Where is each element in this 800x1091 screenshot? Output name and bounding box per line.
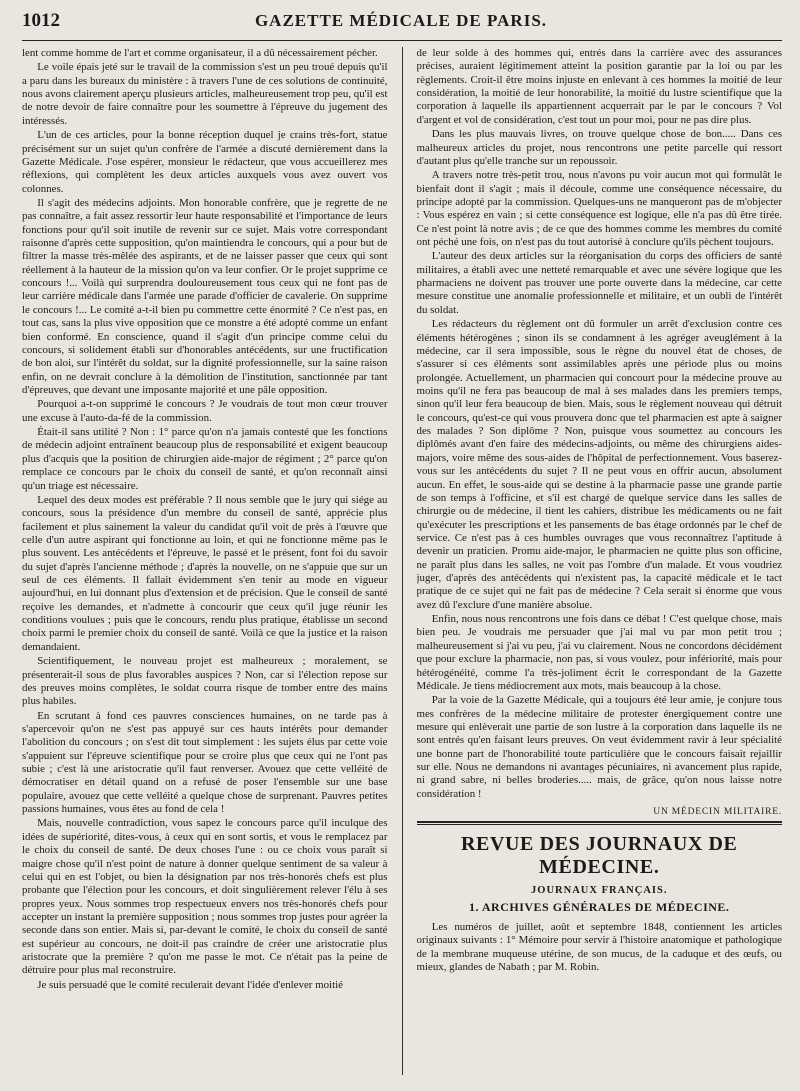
column-divider	[402, 47, 403, 1075]
section-rule	[417, 824, 783, 825]
section-rule	[417, 821, 783, 823]
paragraph: Il s'agit des médecins adjoints. Mon honorable confrère, que je regrette de ne pas connaître, a fait assez ressortir leur haute responsabilité et l'importance de leurs fonctions pour qu'il soit inutile de revenir sur ce sujet. Mais votre correspondant raisonne d'après cette supposition, qu'on maintiendra le concours, qui a pour but de filtrer la masse très-mêlée des aspirants, et de ne laisser passer que ceux qui sont réellement à la hauteur de la mission qu'on va leur confier. Or le projet supprime ce concours !... Voilà qui surprendra douloureusement tous ceux qui ne font pas de leur carrière médicale dans l'armée une parade d'officier de cavalerie. On supprime le concours !... Le comité a-t-il bien pu commettre cette énormité ? Ce n'est pas, en tout cas, sans la plus vive opposition que ce monstre a été adopté comme un enfant bien conformé. En conscience, quand il s'agit d'un principe comme celui du concours, si solidement établi sur d'honorables antécédents, sur une fructification de bon aloi, sur l'intérêt du soldat, sur la dignité professionnelle, sur la saine raison enfin, on ne devrait conclure à la démolition de l'institution, sanctionnée par tant d'épreuves, que devant une imposante majorité et une pâle opposition.	[22, 196, 388, 396]
subsection-title: JOURNAUX FRANÇAIS.	[531, 885, 668, 897]
left-column	[22, 47, 388, 1075]
paragraph: En scrutant à fond ces pauvres consciences humaines, on ne tarde pas à s'apercevoir qu'on ne s'est pas appuyé sur ces hauts intérêts pour demander l'abolition du concours ; on s'est dit tout simplement : les sujets élus par cette voie s'appuient sur l'épreuve scientifique pour se croire plus que ceux qui ne l'ont pas subie ; c'est là une aristocratie qu'il faut renverser. Avouez que cette velléité de démocratiser en détail quand on a refusé de poser l'ensemble sur une base populaire, avouez que cette velléité a quelque chose de surprenant. Pauvres petites passions humaines, vous êtes au fond de cela !	[22, 709, 388, 816]
paragraph: Le voile épais jeté sur le travail de la commission s'est un peu troué depuis qu'il a paru dans les bureaux du ministère : à travers l'une de ces solutions de continuité, nous avons clairement aperçu plusieurs articles, malheureusement trop peu, qu'il est de notre devoir de faire connaître pour les soumettre à l'épreuve du jugement des intéressés.	[22, 61, 388, 127]
paragraph: L'un de ces articles, pour la bonne réception duquel je crains très-fort, statue précisément sur un sujet qu'un confrère de l'armée a discuté dernièrement dans la Gazette Médicale. J'ose espérer, monsieur le rédacteur, que vous accueillerez mes réflexions, qui complètent les deux articles auxquels vous avez ouvert vos colonnes.	[22, 129, 388, 195]
paragraph: Était-il sans utilité ? Non : 1° parce qu'on n'a jamais contesté que les fonctions de médecin adjoint entraînent beaucoup plus de responsabilité et exigent beaucoup plus d'acquis que la position de chirurgien aide-major de régiment ; 2° parce qu'on remplace ce concours par le choix du conseil de santé, et qu'on reconnaît ainsi qu'un triage est nécessaire.	[22, 426, 388, 492]
page-number: 1012	[22, 10, 60, 31]
section-title: REVUE DES JOURNAUX DE MÉDECINE.	[460, 833, 738, 879]
paragraph: A travers notre très-petit trou, nous n'avons pu voir aucun mot qui formulât le bienfait dont il s'agit ; mais il découle, comme une conséquence nécessaire, du principe adopté par la commission. Quelques-uns ne manqueront pas de m'objecter : Vous espérez en vain ; si cette conséquence est logique, elle n'a pas dû être tirée. Ce n'est point là notre avis ; de ce que des hommes comme les membres du comité ont péché une fois, on n'est pas du tout autorisé à conclure qu'ils pèchent toujours.	[416, 169, 782, 249]
paragraph: Lequel des deux modes est préférable ? Il nous semble que le jury qui siége au concours, sous la présidence d'un membre du conseil de santé, apprécie plus facilement et plus sainement la valeur du candidat qu'il voit de près à l'œuvre que celle d'un autre aspirant qui fonctionne au loin, et qui ne fonctionne même pas le plus souvent. Les antécédents et l'épreuve, le passé et le présent, font foi du savoir du sujet d'après l'ancienne méthode ; d'après la nouvelle, on ne s'appuie que sur un seul de ces éléments. Il fallait évidemment s'en tenir au mode en vigueur aujourd'hui, en lui donnant plus d'extension et de précision. Que le conseil de santé reçoive les demandes, et n'admette à concourir que ceux qu'il juge réunir les conditions voulues ; puis que le concours, rendu plus pratique, établisse un second choix parmi le premier choix du conseil de santé. Voilà ce que la justice et la raison demandaient.	[22, 493, 388, 653]
paragraph: lent comme homme de l'art et comme organisateur, il a dû nécessairement pécher.	[22, 47, 378, 59]
paragraph: Scientifiquement, le nouveau projet est malheureux ; moralement, se présenterait-il sous de plus favorables auspices ? Non, car si l'élection repose sur des preuves moins complètes, le soldat courra risque de tomber entre des mains plus habiles.	[22, 655, 388, 708]
paragraph: Les numéros de juillet, août et septembre 1848, contiennent les articles originaux suivants : 1° Mémoire pour servir à l'histoire anatomique et pathologique de la membrane muqueuse utérine, de son mucus, de la caduque et des œufs, ou mieux, glandes de Nabath ; par M. Robin.	[416, 921, 782, 974]
paragraph: L'auteur des deux articles sur la réorganisation du corps des officiers de santé militaires, a établi avec une netteté remarquable et avec une sévère logique que les pharmaciens ne doivent pas trouver une porte ouverte dans la médecine, car cette mesure constitue une anomalie professionnelle et militaire, et un oubli de l'intérêt du soldat.	[416, 250, 782, 316]
journal-title: GAZETTE MÉDICALE DE PARIS.	[254, 11, 548, 30]
text-columns	[22, 47, 782, 1075]
paragraph: de leur solde à des hommes qui, entrés dans la carrière avec des assurances précises, auraient légitimement atteint la position garantie par la loi ou par les règlements. Croit-il être moins injuste en enlevant à ces hommes la moitié de leur considération, la moitié de leur honorabilité, la moitié du lustre scientifique que la corporation à laquelle ils appartiennent acquerrait par le par le concours ? Vol d'argent et vol de considération, c'est tout un pour moi, pour ne pas dire plus.	[416, 47, 782, 126]
paragraph: Les rédacteurs du règlement ont dû formuler un arrêt d'exclusion contre ces éléments hétérogènes ; sinon ils se condamnent à les agréger aveuglément à la médecine, car il sera impossible, sous le règne du nouvel état de choses, de s'assurer si ces éléments sont assimilables après une période plus ou moins prolongée. Actuellement, un pharmacien qui concourt pour la médecine prouve au moins qu'il ne fera pas beaucoup de mal à ses malades dans les premiers temps, sinon qu'il leur fera beaucoup de bien. Mais, sous le règlement nouveau qui détruit le concours, qu'est-ce qui vous prouvera donc que tel pharmacien est apte à saigner des malades ? Son diplôme ? Non, puisque vous soumettez au concours les diplômés avant d'en faire des médecins-adjoints, ou même des chirurgiens aides-majors, voire même des sous-aides de l'hôpital de perfectionnement. Vous baserez-vous sur les antécédents du sujet ? Il ne peut vous en offrir aucun, absolument aucun. En effet, le sous-aide qui se destine à la pharmacie passe une grande partie de son temps à l'officine, et s'il est chargé de quelque service dans les salles de chirurgie ou de médecine, il tient les cahiers, distribue les médicaments ou ne fait qu'exécuter les prescriptions et les pansements de bas étage ordonnés par le chef de service. Ce n'est pas à ces humbles ouvrages que vous reconnaîtrez l'aptitude à devenir un praticien. Promu aide-major, le pharmacien ne quitte plus son officine, ne paraît plus dans les salles, ne voit pas l'ombre d'un malade. Et vous voudriez juger, d'après des antécédents qui n'existent pas, la capacité médicale et le tact pratique de ce sujet qui ne fait pas de médecine ? Cela serait si énorme que vous avez dû l'exclure d'une manière absolue.	[416, 318, 782, 611]
paragraph: Je suis persuadé que le comité reculerait devant l'idée d'enlever moitié	[37, 978, 343, 991]
paragraph: Mais, nouvelle contradiction, vous sapez le concours parce qu'il inculque des idées de supériorité, dites-vous, à ceux qui en sont sortis, et vous le remplacez par le choix du conseil de santé. De deux choses l'une : ou ce choix vous paraît si maigre chose qu'il n'est point de nature à donner quelque sentiment de sa valeur à celui qui en est l'objet, ou bien la désignation par nos très-honorés chefs est plus probante que l'élection pour les concours, et doit singulièrement relever l'élu à ses propres yeux. Nous sommes trop respectueux envers nos très-honorés chefs pour accepter un instant la première supposition ; nous sommes trop justes pour agréer la seconde dans son entier. Mais si, par-devant le comité, le choix du conseil de santé est supérieur au concours, ne doit-il pas craindre de créer une aristocratie plus aristocrate que la première ? qu'on me passe le mot. Ce n'était pas la peine de détruire pour plus mal reconstruire.	[22, 817, 388, 977]
page-header	[22, 10, 782, 41]
paragraph: Par la voie de la Gazette Médicale, qui a toujours été leur amie, je conjure tous mes confrères de la médecine militaire de protester énergiquement contre une mesure qui enlèverait une partie de son lustre à la corporation dans laquelle ils ne sont entrés qu'en faisant leurs preuves. On veut évidemment ravir à leur spécialité une bonne part de l'honorabilité toute particulière que le concours faisait rejaillir sur elle. Nous ne demandons ni avantages pécuniaires, ni avancement plus rapide, ni grand sabre, ni belles broderies..... mais, de grâce, qu'on nous laisse notre considération !	[416, 694, 782, 800]
signature: UN MÉDECIN MILITAIRE.	[653, 807, 782, 818]
paragraph: Pourquoi a-t-on supprimé le concours ? Je voudrais de tout mon cœur trouver une excuse à l'auto-da-fé de la commission.	[22, 398, 388, 424]
right-column	[417, 47, 783, 1075]
paragraph: Enfin, nous nous rencontrons une fois dans ce débat ! C'est quelque chose, mais bien peu. Je voudrais me persuader que j'ai mal vu par mon petit trou ; malheureusement si j'ai vu peu, j'ai vu clairement. Nous ne concordons décidément que pour exclure la pharmacie, non pas, si vous voulez, pour infériorité, mais pour hétérogénéité, comme l'a très-joliment écrit le correspondant de la Gazette Médicale. Je tiens médiocrement aux mots, mais beaucoup à la chose.	[416, 613, 782, 692]
paragraph: Dans les plus mauvais livres, on trouve quelque chose de bon..... Dans ces malheureux articles du projet, nous rencontrons une petite parcelle qui ressort d'autant plus qu'elle tranche sur un repoussoir.	[416, 128, 782, 167]
article-title: 1. ARCHIVES GÉNÉRALES DE MÉDECINE.	[469, 900, 730, 915]
